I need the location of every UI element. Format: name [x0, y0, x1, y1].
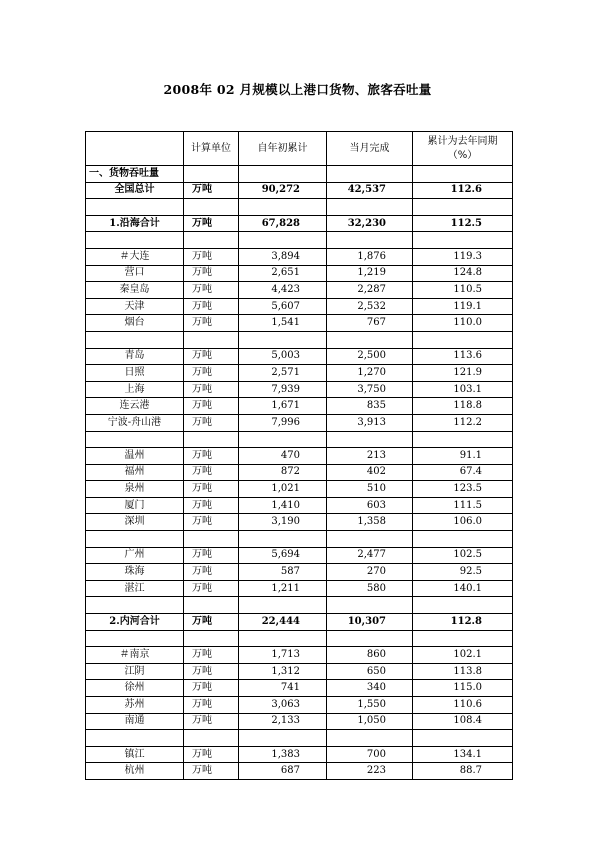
ytd-cell: 5,607 [239, 298, 327, 315]
pct-cell: 88.7 [413, 763, 513, 780]
empty-cell [184, 232, 239, 249]
table-row [86, 680, 513, 697]
ytd-cell: 3,190 [239, 514, 327, 531]
port-name-cell: 南通 [86, 713, 184, 730]
table-row [86, 414, 513, 431]
empty-cell [239, 630, 327, 647]
empty-cell [184, 431, 239, 448]
empty-cell [239, 331, 327, 348]
ytd-cell: 1,021 [239, 481, 327, 498]
empty-cell [413, 597, 513, 614]
unit-cell: 万吨 [184, 464, 239, 481]
port-name-cell: 泉州 [86, 481, 184, 498]
ytd-cell: 2,571 [239, 365, 327, 382]
empty-cell [239, 597, 327, 614]
empty-cell [239, 199, 327, 216]
port-name-cell: 江阴 [86, 663, 184, 680]
month-cell: 1,219 [327, 265, 413, 282]
port-throughput-table [85, 131, 513, 780]
ytd-cell: 687 [239, 763, 327, 780]
empty-cell [184, 730, 239, 747]
port-name-cell: 苏州 [86, 697, 184, 714]
empty-cell [184, 531, 239, 548]
table-row [86, 298, 513, 315]
month-cell: 603 [327, 497, 413, 514]
table-header-row [86, 132, 513, 166]
unit-cell: 万吨 [184, 248, 239, 265]
month-cell: 1,050 [327, 713, 413, 730]
header-cell-unit: 计算单位 [184, 132, 239, 166]
spacer-row [86, 531, 513, 548]
unit-cell: 万吨 [184, 182, 239, 199]
ytd-cell: 2,651 [239, 265, 327, 282]
unit-cell: 万吨 [184, 564, 239, 581]
empty-cell [184, 199, 239, 216]
month-cell: 2,477 [327, 547, 413, 564]
month-cell: 1,876 [327, 248, 413, 265]
empty-cell [327, 630, 413, 647]
header-cell-ytd: 自年初累计 [239, 132, 327, 166]
pct-cell: 108.4 [413, 713, 513, 730]
empty-cell [413, 199, 513, 216]
table-row [86, 348, 513, 365]
spacer-row [86, 597, 513, 614]
port-name-cell: 2.内河合计 [86, 614, 184, 631]
empty-cell [184, 630, 239, 647]
unit-cell: 万吨 [184, 547, 239, 564]
unit-cell: 万吨 [184, 746, 239, 763]
ytd-cell: 587 [239, 564, 327, 581]
empty-cell [86, 630, 184, 647]
port-name-cell: 杭州 [86, 763, 184, 780]
ytd-cell: 5,694 [239, 547, 327, 564]
header-cell-pct: 累计为去年同期（%） [413, 132, 513, 166]
pct-cell: 111.5 [413, 497, 513, 514]
empty-cell [86, 531, 184, 548]
pct-cell: 103.1 [413, 381, 513, 398]
total-row [86, 182, 513, 199]
table-row [86, 713, 513, 730]
month-cell: 580 [327, 580, 413, 597]
ytd-cell: 1,713 [239, 647, 327, 664]
ytd-cell: 1,383 [239, 746, 327, 763]
spacer-row [86, 331, 513, 348]
spacer-row [86, 431, 513, 448]
table-row [86, 497, 513, 514]
port-name-cell: 深圳 [86, 514, 184, 531]
empty-cell [86, 232, 184, 249]
pct-cell: 110.6 [413, 697, 513, 714]
table-row [86, 464, 513, 481]
unit-cell: 万吨 [184, 215, 239, 232]
unit-cell: 万吨 [184, 514, 239, 531]
unit-cell: 万吨 [184, 365, 239, 382]
ytd-cell: 67,828 [239, 215, 327, 232]
empty-cell [184, 597, 239, 614]
empty-cell [327, 331, 413, 348]
month-cell: 860 [327, 647, 413, 664]
table-row [86, 663, 513, 680]
total-row [86, 215, 513, 232]
pct-cell: 119.3 [413, 248, 513, 265]
table-row [86, 481, 513, 498]
empty-cell [86, 331, 184, 348]
port-name-cell: ＃大连 [86, 248, 184, 265]
table-row [86, 564, 513, 581]
unit-cell: 万吨 [184, 680, 239, 697]
page-title: 2008年 02 月规模以上港口货物、旅客吞吐量 [163, 82, 432, 97]
month-cell: 213 [327, 448, 413, 465]
unit-cell: 万吨 [184, 481, 239, 498]
port-name-cell: 连云港 [86, 398, 184, 415]
table-row [86, 282, 513, 299]
spacer-row [86, 232, 513, 249]
table-row [86, 315, 513, 332]
pct-cell: 91.1 [413, 448, 513, 465]
spacer-row [86, 199, 513, 216]
pct-cell: 134.1 [413, 746, 513, 763]
section-row [86, 166, 513, 183]
ytd-cell: 2,133 [239, 713, 327, 730]
pct-cell: 112.8 [413, 614, 513, 631]
port-name-cell: 烟台 [86, 315, 184, 332]
table-row [86, 365, 513, 382]
ytd-cell: 3,894 [239, 248, 327, 265]
ytd-cell: 22,444 [239, 614, 327, 631]
ytd-cell: 1,312 [239, 663, 327, 680]
unit-cell: 万吨 [184, 298, 239, 315]
empty-cell [327, 730, 413, 747]
empty-cell [239, 166, 327, 183]
empty-cell [184, 331, 239, 348]
month-cell: 650 [327, 663, 413, 680]
table-row [86, 265, 513, 282]
month-cell: 3,750 [327, 381, 413, 398]
empty-cell [327, 199, 413, 216]
pct-cell: 112.5 [413, 215, 513, 232]
unit-cell: 万吨 [184, 647, 239, 664]
pct-cell: 110.0 [413, 315, 513, 332]
empty-cell [86, 199, 184, 216]
month-cell: 3,913 [327, 414, 413, 431]
month-cell: 510 [327, 481, 413, 498]
empty-cell [413, 630, 513, 647]
port-name-cell: 全国总计 [86, 182, 184, 199]
port-name-cell: ＃南京 [86, 647, 184, 664]
spacer-row [86, 630, 513, 647]
unit-cell: 万吨 [184, 265, 239, 282]
empty-cell [413, 232, 513, 249]
month-cell: 2,287 [327, 282, 413, 299]
unit-cell: 万吨 [184, 348, 239, 365]
table-row [86, 248, 513, 265]
ytd-cell: 90,272 [239, 182, 327, 199]
port-name-cell: 营口 [86, 265, 184, 282]
table-row [86, 398, 513, 415]
table-row [86, 547, 513, 564]
ytd-cell: 4,423 [239, 282, 327, 299]
unit-cell: 万吨 [184, 398, 239, 415]
table-row [86, 381, 513, 398]
empty-cell [413, 166, 513, 183]
pct-cell: 118.8 [413, 398, 513, 415]
unit-cell: 万吨 [184, 713, 239, 730]
unit-cell: 万吨 [184, 497, 239, 514]
port-name-cell: 湛江 [86, 580, 184, 597]
month-cell: 2,500 [327, 348, 413, 365]
pct-cell: 112.6 [413, 182, 513, 199]
table-row [86, 746, 513, 763]
spacer-row [86, 730, 513, 747]
month-cell: 402 [327, 464, 413, 481]
port-name-cell: 广州 [86, 547, 184, 564]
ytd-cell: 1,671 [239, 398, 327, 415]
month-cell: 340 [327, 680, 413, 697]
month-cell: 10,307 [327, 614, 413, 631]
unit-cell: 万吨 [184, 614, 239, 631]
port-name-cell: 1.沿海合计 [86, 215, 184, 232]
pct-cell: 119.1 [413, 298, 513, 315]
unit-cell: 万吨 [184, 414, 239, 431]
ytd-cell: 1,211 [239, 580, 327, 597]
port-name-cell: 温州 [86, 448, 184, 465]
port-name-cell: 上海 [86, 381, 184, 398]
empty-cell [239, 730, 327, 747]
port-name-cell: 镇江 [86, 746, 184, 763]
pct-cell: 123.5 [413, 481, 513, 498]
empty-cell [239, 431, 327, 448]
empty-cell [239, 531, 327, 548]
empty-cell [86, 597, 184, 614]
unit-cell: 万吨 [184, 448, 239, 465]
unit-cell: 万吨 [184, 663, 239, 680]
empty-cell [327, 232, 413, 249]
empty-cell [86, 730, 184, 747]
ytd-cell: 1,410 [239, 497, 327, 514]
pct-cell: 102.5 [413, 547, 513, 564]
month-cell: 1,270 [327, 365, 413, 382]
unit-cell: 万吨 [184, 381, 239, 398]
pct-cell: 110.5 [413, 282, 513, 299]
ytd-cell: 741 [239, 680, 327, 697]
empty-cell [413, 331, 513, 348]
header-cell-month: 当月完成 [327, 132, 413, 166]
table-row [86, 697, 513, 714]
ytd-cell: 3,063 [239, 697, 327, 714]
total-row [86, 614, 513, 631]
empty-cell [413, 531, 513, 548]
month-cell: 700 [327, 746, 413, 763]
pct-cell: 102.1 [413, 647, 513, 664]
pct-cell: 106.0 [413, 514, 513, 531]
unit-cell: 万吨 [184, 763, 239, 780]
port-name-cell: 福州 [86, 464, 184, 481]
port-name-cell: 天津 [86, 298, 184, 315]
pct-cell: 92.5 [413, 564, 513, 581]
ytd-cell: 872 [239, 464, 327, 481]
month-cell: 1,358 [327, 514, 413, 531]
unit-cell: 万吨 [184, 580, 239, 597]
header-cell-blank [86, 132, 184, 166]
pct-cell: 67.4 [413, 464, 513, 481]
unit-cell: 万吨 [184, 315, 239, 332]
empty-cell [327, 597, 413, 614]
pct-cell: 115.0 [413, 680, 513, 697]
port-name-cell: 秦皇岛 [86, 282, 184, 299]
empty-cell [413, 730, 513, 747]
table-body [86, 132, 513, 780]
month-cell: 32,230 [327, 215, 413, 232]
empty-cell [327, 431, 413, 448]
month-cell: 270 [327, 564, 413, 581]
pct-cell: 124.8 [413, 265, 513, 282]
ytd-cell: 7,939 [239, 381, 327, 398]
empty-cell [184, 166, 239, 183]
port-name-cell: 宁波-舟山港 [86, 414, 184, 431]
port-name-cell: 厦门 [86, 497, 184, 514]
month-cell: 767 [327, 315, 413, 332]
month-cell: 42,537 [327, 182, 413, 199]
empty-cell [327, 166, 413, 183]
ytd-cell: 7,996 [239, 414, 327, 431]
empty-cell [86, 431, 184, 448]
ytd-cell: 470 [239, 448, 327, 465]
empty-cell [239, 232, 327, 249]
month-cell: 835 [327, 398, 413, 415]
unit-cell: 万吨 [184, 282, 239, 299]
pct-cell: 113.6 [413, 348, 513, 365]
table-row [86, 514, 513, 531]
month-cell: 223 [327, 763, 413, 780]
pct-cell: 113.8 [413, 663, 513, 680]
table-row [86, 580, 513, 597]
port-name-cell: 珠海 [86, 564, 184, 581]
table-row [86, 647, 513, 664]
month-cell: 1,550 [327, 697, 413, 714]
table-row [86, 448, 513, 465]
empty-cell [327, 531, 413, 548]
port-name-cell: 徐州 [86, 680, 184, 697]
ytd-cell: 5,003 [239, 348, 327, 365]
pct-cell: 121.9 [413, 365, 513, 382]
empty-cell [413, 431, 513, 448]
ytd-cell: 1,541 [239, 315, 327, 332]
port-name-cell: 日照 [86, 365, 184, 382]
table-row [86, 763, 513, 780]
port-name-cell: 青岛 [86, 348, 184, 365]
unit-cell: 万吨 [184, 697, 239, 714]
pct-cell: 140.1 [413, 580, 513, 597]
pct-cell: 112.2 [413, 414, 513, 431]
month-cell: 2,532 [327, 298, 413, 315]
section-label: 一、货物吞吐量 [86, 166, 184, 183]
